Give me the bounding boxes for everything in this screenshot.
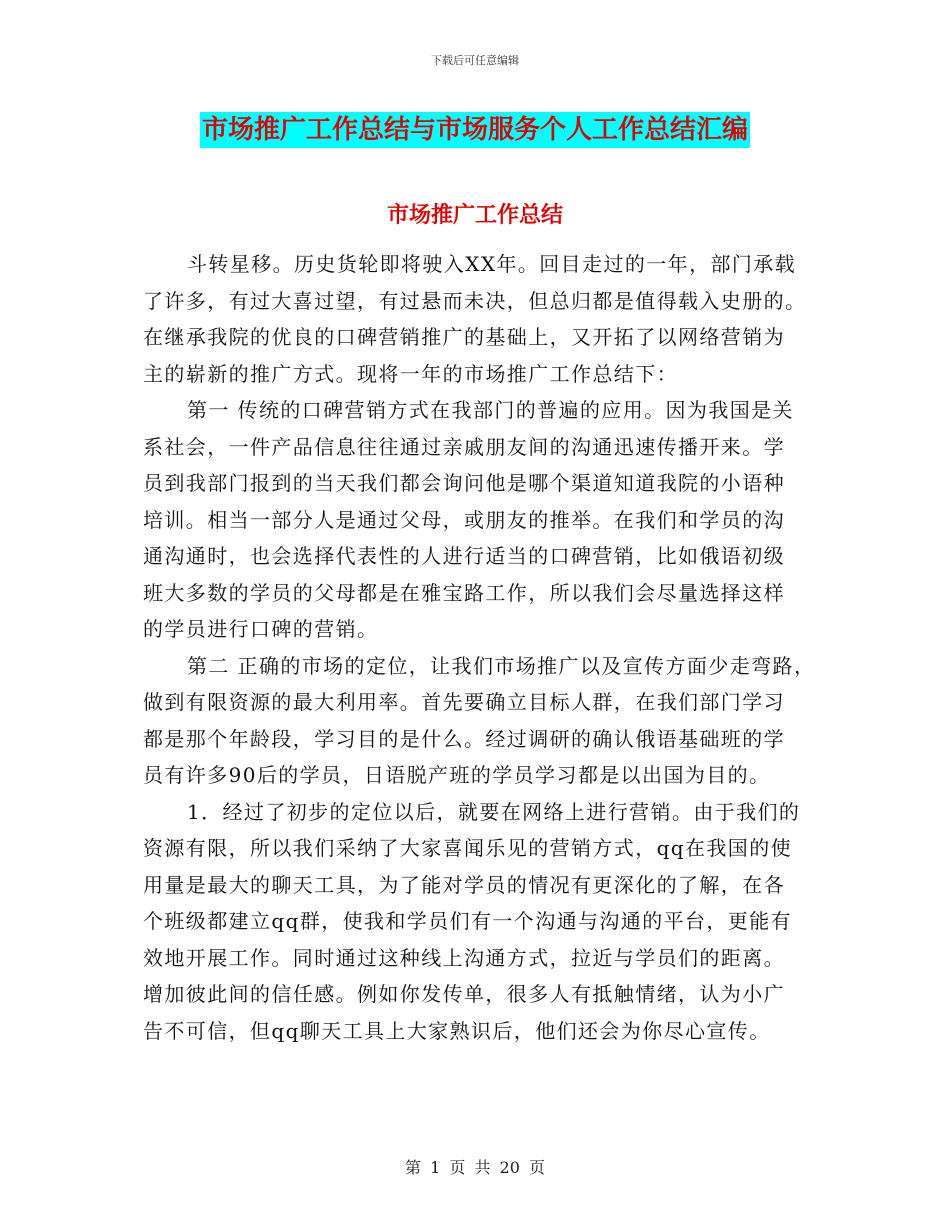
text-line: 都是那个年龄段，学习目的是什么。经过调研的确认俄语基础班的学 <box>143 726 785 751</box>
section-title: 市场推广工作总结 <box>386 203 563 228</box>
text-line: 1．经过了初步的定位以后，就要在网络上进行营销。由于我们的 <box>187 799 801 824</box>
text-line: 员有许多90后的学员，日语脱产班的学员学习都是以出国为目的。 <box>143 763 771 787</box>
text-line: 培训。相当一部分人是通过父母，或朋友的推举。在我们和学员的沟 <box>143 507 785 532</box>
paragraph <box>143 794 813 1050</box>
text-line: 了许多，有过大喜过望，有过悬而未决，但总归都是值得载入史册的。 <box>143 288 807 313</box>
text-line: 在继承我院的优良的口碑营销推广的基础上，又开拓了以网络营销为 <box>143 325 785 349</box>
text-line: 效地开展工作。同时通过这种线上沟通方式，拉近与学员们的距离。 <box>143 945 785 970</box>
text-line: 告不可信，但qq聊天工具上大家熟识后，他们还会为你尽心宣传。 <box>143 1018 771 1043</box>
text-line: 第一 传统的口碑营销方式在我部门的普遍的应用。因为我国是关 <box>187 398 794 422</box>
page-footer: 第 1 页 共 20 页 <box>405 1158 545 1177</box>
text-line: 资源有限，所以我们采纳了大家喜闻乐见的营销方式，qq在我国的使 <box>143 836 793 860</box>
document-title: 市场推广工作总结与市场服务个人工作总结汇编 <box>200 112 750 148</box>
text-line: 主的崭新的推广方式。现将一年的市场推广工作总结下： <box>143 361 678 386</box>
text-line: 做到有限资源的最大利用率。首先要确立目标人群，在我们部门学习 <box>143 690 785 714</box>
paragraph <box>143 392 813 648</box>
paragraph <box>143 648 816 794</box>
paragraph <box>143 246 813 392</box>
text-line: 的学员进行口碑的营销。 <box>143 617 379 641</box>
header-note: 下载后可任意编辑 <box>431 54 519 67</box>
text-line: 增加彼此间的信任感。例如你发传单，很多人有抵触情绪，认为小广 <box>143 982 785 1006</box>
text-line: 斗转星移。历史货轮即将驶入XX年。回目走过的一年，部门承载 <box>187 252 797 276</box>
text-line: 个班级都建立qq群，使我和学员们有一个沟通与沟通的平台，更能有 <box>143 909 793 933</box>
document-body <box>143 246 816 1049</box>
text-line: 班大多数的学员的父母都是在雅宝路工作，所以我们会尽量选择这样 <box>143 580 785 605</box>
text-line: 第二 正确的市场的定位，让我们市场推广以及宣传方面少走弯路， <box>187 653 816 678</box>
main-title-container <box>0 112 950 148</box>
text-line: 系社会，一件产品信息往往通过亲戚朋友间的沟通迅速传播开来。学 <box>143 434 785 459</box>
text-line: 通沟通时，也会选择代表性的人进行适当的口碑营销，比如俄语初级 <box>143 544 785 568</box>
text-line: 员到我部门报到的当天我们都会询问他是哪个渠道知道我院的小语种 <box>143 471 785 495</box>
text-line: 用量是最大的聊天工具，为了能对学员的情况有更深化的了解，在各 <box>143 872 785 897</box>
